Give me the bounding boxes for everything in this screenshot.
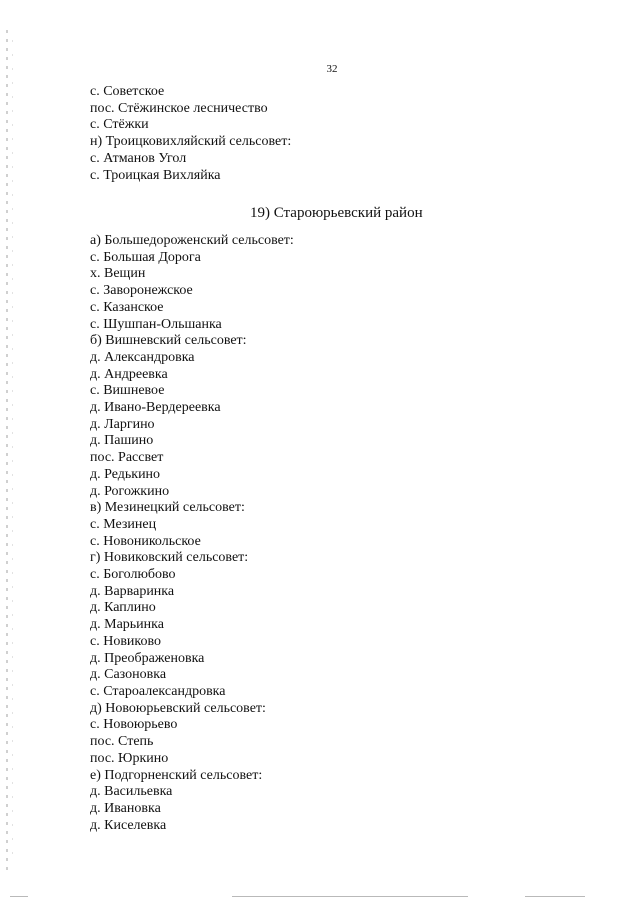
scan-bottom-mark: [525, 896, 585, 897]
list-item: д) Новоюрьевский сельсовет:: [90, 700, 266, 716]
list-item: в) Мезинецкий сельсовет:: [90, 500, 245, 516]
list-item: с. Шушпан-Ольшанка: [90, 316, 222, 332]
list-item: д. Ивано-Вердереевка: [90, 400, 221, 416]
list-item: д. Преображеновка: [90, 650, 205, 666]
list-item: н) Троицковихляйский сельсовет:: [90, 134, 292, 150]
list-item: б) Вишневский сельсовет:: [90, 333, 247, 349]
list-item: с. Атманов Угол: [90, 150, 187, 166]
list-item: а) Большедороженский сельсовет:: [90, 233, 294, 248]
list-item: с. Новиково: [90, 633, 162, 649]
list-item: д. Пашино: [90, 433, 154, 449]
list-item: д. Ивановка: [90, 800, 161, 816]
list-item: е) Подгорненский сельсовет:: [90, 767, 263, 783]
list-item: д. Каплино: [90, 600, 156, 616]
list-item: с. Староалександровка: [90, 683, 226, 699]
list-item: с. Большая Дорога: [90, 249, 201, 265]
list-item: д. Сазоновка: [90, 667, 167, 683]
list-item: д. Андреевка: [90, 366, 168, 382]
list-item: с. Троицкая Вихляйка: [90, 167, 221, 183]
settlement-list-top: [90, 84, 291, 184]
list-item: с. Новоюрьево: [90, 717, 178, 733]
scan-edge-marks-secondary: [12, 40, 13, 860]
scan-edge-marks: [6, 30, 8, 870]
list-item: с. Вишневое: [90, 383, 165, 399]
list-item: д. Рогожкино: [90, 483, 170, 499]
list-item: г) Новиковский сельсовет:: [90, 550, 249, 566]
scan-bottom-mark: [10, 896, 28, 897]
list-item: пос. Степь: [90, 734, 154, 750]
list-item: с. Казанское: [90, 299, 164, 315]
list-item: с. Стёжки: [90, 117, 149, 133]
list-item: д. Варваринка: [90, 583, 175, 599]
list-item: с. Боголюбово: [90, 567, 176, 583]
list-item: с. Новоникольское: [90, 533, 201, 549]
list-item: с. Мезинец: [90, 516, 157, 532]
list-item: с. Заворонежское: [90, 283, 193, 299]
list-item: д. Киселевка: [90, 817, 167, 833]
list-item: пос. Стёжинское лесничество: [90, 100, 268, 116]
list-item: д. Редькино: [90, 466, 161, 482]
list-item: пос. Рассвет: [90, 450, 164, 466]
district-heading: 19) Староюрьевский район: [250, 205, 423, 221]
list-item: д. Ларгино: [90, 416, 155, 432]
scan-bottom-mark: [232, 896, 468, 897]
list-item: д. Васильевка: [90, 784, 173, 800]
list-item: х. Вещин: [90, 266, 146, 282]
list-item: д. Александровка: [90, 349, 195, 365]
settlement-list-district: [90, 233, 294, 834]
list-item: пос. Юркино: [90, 750, 169, 766]
list-item: с. Советское: [90, 84, 165, 99]
page-number: 32: [326, 63, 338, 75]
list-item: д. Марьинка: [90, 617, 164, 633]
